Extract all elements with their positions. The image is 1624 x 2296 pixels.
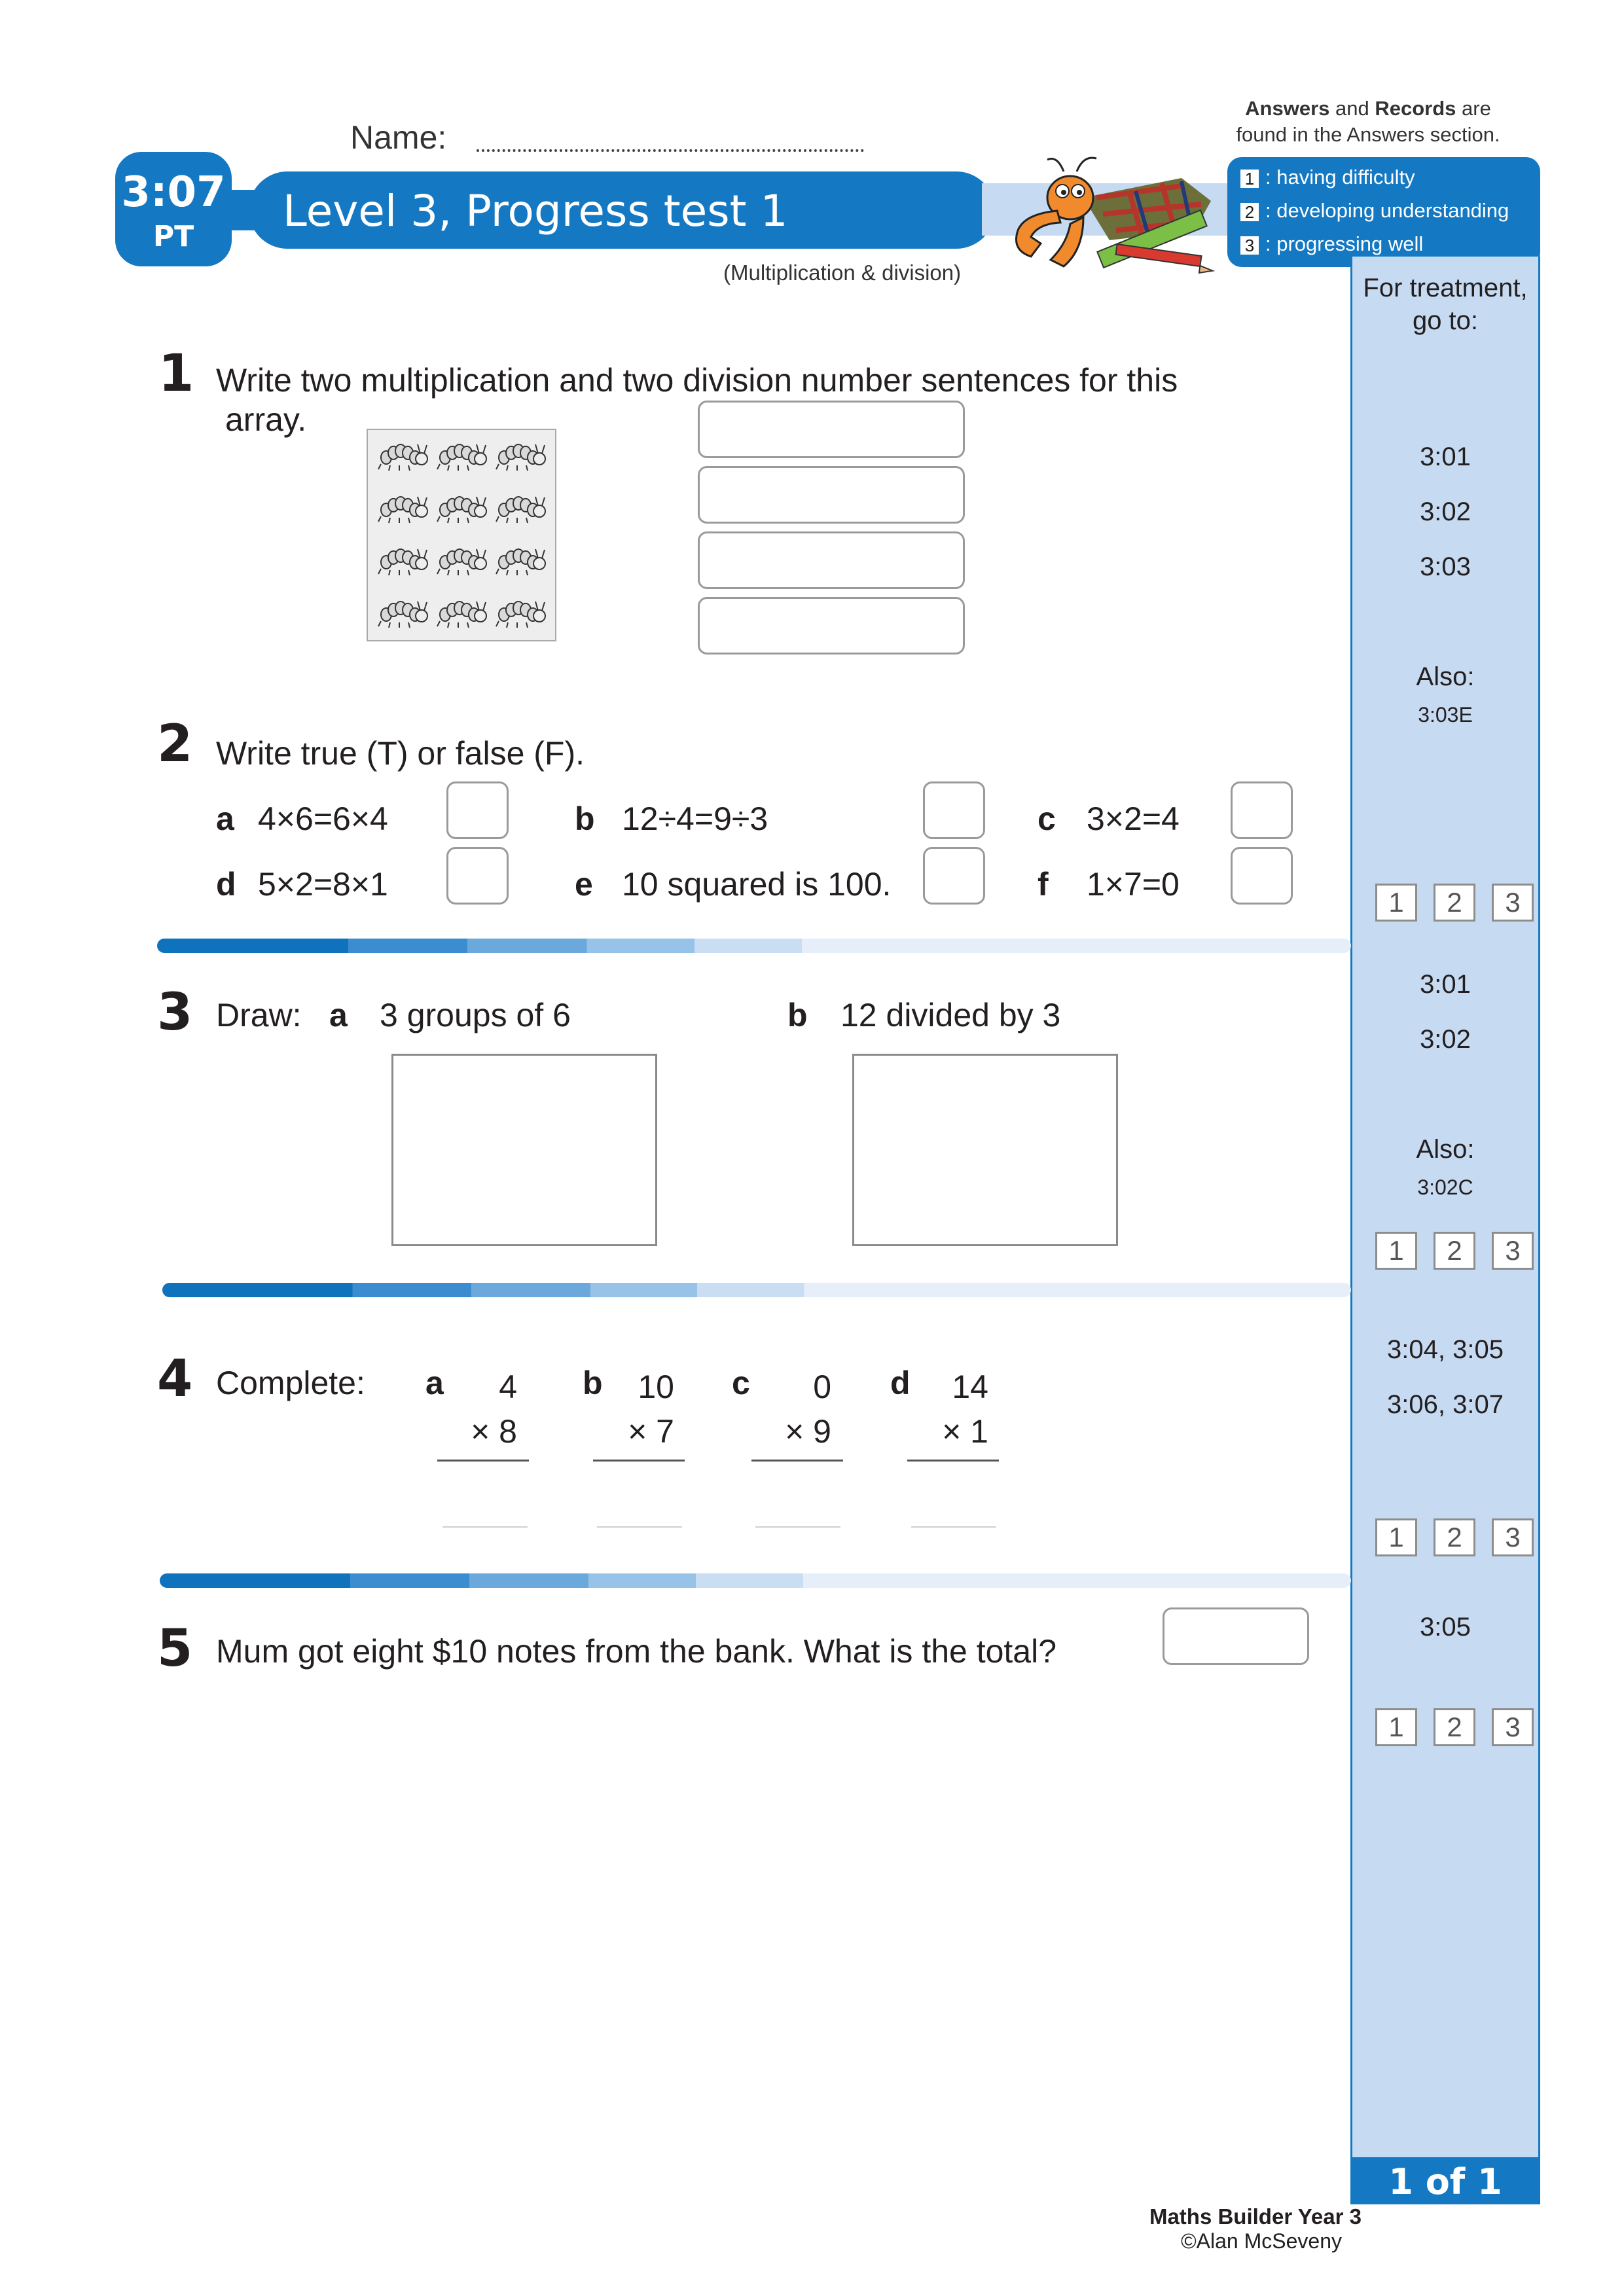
question-number-5: 5 [157, 1619, 193, 1678]
key-row-3 [1240, 232, 1423, 256]
sidebar-heading-2: go to: [1412, 306, 1479, 335]
q4-bottom-a: × 8 [471, 1413, 517, 1450]
q4-underline-b [593, 1460, 685, 1462]
rating-box-q4-2[interactable]: 2 [1434, 1518, 1475, 1556]
caterpillar-icon [496, 444, 545, 471]
q2-answer-box-a[interactable] [446, 781, 509, 839]
key-num: 1 [1240, 170, 1259, 188]
sidebar-heading-1: For treatment, [1363, 274, 1528, 302]
caterpillar-icon [437, 549, 486, 575]
section-divider-2 [162, 1283, 1351, 1297]
q3-letter-b: b [787, 997, 808, 1033]
q3-letter-a: a [329, 997, 348, 1033]
answers-note-line2: found in the Answers section. [1236, 123, 1500, 146]
key-row-1 [1240, 166, 1415, 189]
caterpillar-icon [378, 601, 427, 628]
q4-underline-d [907, 1460, 999, 1462]
q5-ref: 3:05 [1420, 1613, 1471, 1641]
q1-also-label: Also: [1416, 662, 1475, 691]
rating-box-q4-3[interactable]: 3 [1492, 1518, 1534, 1556]
q3-also-ref: 3:02C [1417, 1175, 1473, 1199]
answers-note [1198, 96, 1538, 148]
rating-box-q3-1[interactable]: 1 [1375, 1232, 1417, 1270]
q2-expr-f: 1×7=0 [1087, 866, 1180, 903]
q3-text-a: 3 groups of 6 [380, 997, 571, 1033]
caterpillar-icon [496, 549, 545, 575]
q4-bottom-b: × 7 [628, 1413, 674, 1450]
key-num: 2 [1240, 203, 1259, 221]
rating-box-q1-2-1[interactable]: 1 [1375, 884, 1417, 922]
q4-letter-b: b [583, 1365, 603, 1401]
question-number-4: 4 [157, 1350, 193, 1408]
crab-mascot-icon [985, 152, 1221, 283]
q2-letter-b: b [575, 800, 595, 837]
q3-drawing-box-b[interactable] [852, 1054, 1118, 1246]
question-number-2: 2 [157, 715, 193, 774]
q1-text-line2: array. [225, 401, 307, 438]
q4-letter-a: a [425, 1365, 444, 1401]
q4-top-c: 0 [813, 1369, 831, 1405]
page-title: Level 3, Progress test 1 [283, 186, 788, 236]
q2-letter-f: f [1038, 866, 1049, 903]
caterpillar-icon [496, 497, 545, 523]
page-number: 1 of 1 [1388, 2161, 1502, 2202]
q4-ref: 3:04, 3:05 [1387, 1335, 1504, 1364]
q4-underline-c [751, 1460, 843, 1462]
q2-text: Write true (T) or false (F). [216, 735, 585, 772]
q3-also-label: Also: [1416, 1135, 1475, 1164]
q4-answer-line-d[interactable] [911, 1526, 996, 1528]
q4-bottom-d: × 1 [942, 1413, 988, 1450]
key-label: : progressing well [1265, 232, 1424, 255]
key-label: : having difficulty [1265, 166, 1415, 188]
q4-letter-c: c [732, 1365, 750, 1401]
q4-answer-line-a[interactable] [442, 1526, 528, 1528]
rating-box-q3-3[interactable]: 3 [1492, 1232, 1534, 1270]
q4-top-a: 4 [499, 1369, 517, 1405]
rating-box-q1-2-3[interactable]: 3 [1492, 884, 1534, 922]
treatment-sidebar [1350, 257, 1540, 2200]
rating-box-q1-2-2[interactable]: 2 [1434, 884, 1475, 922]
caterpillar-array-icon [368, 430, 555, 640]
question-number-3: 3 [157, 983, 193, 1042]
section-divider-3 [160, 1573, 1351, 1588]
q2-answer-box-b[interactable] [923, 781, 985, 839]
caterpillar-array [367, 429, 556, 641]
q4-letter-d: d [890, 1365, 911, 1401]
key-row-2 [1240, 199, 1509, 223]
section-divider-1 [157, 939, 1351, 953]
q1-answer-box-2[interactable] [698, 466, 965, 524]
q2-answer-box-c[interactable] [1231, 781, 1293, 839]
question-number-1: 1 [158, 344, 194, 403]
and-word: and [1329, 97, 1375, 120]
q3-ref: 3:01 [1420, 970, 1471, 999]
q1-text-line1: Write two multiplication and two division number sentences for this [216, 362, 1178, 399]
q4-label: Complete: [216, 1365, 365, 1401]
q2-letter-e: e [575, 866, 593, 903]
rating-box-q4-1[interactable]: 1 [1375, 1518, 1417, 1556]
q4-ref: 3:06, 3:07 [1387, 1390, 1504, 1419]
page-subtitle: (Multiplication & division) [723, 260, 962, 285]
q1-ref: 3:03 [1420, 552, 1471, 581]
q2-answer-box-f[interactable] [1231, 847, 1293, 905]
q1-answer-box-4[interactable] [698, 597, 965, 655]
caterpillar-icon [378, 497, 427, 523]
key-label: : developing understanding [1265, 199, 1509, 222]
q3-label: Draw: [216, 997, 302, 1033]
footer-book: Maths Builder Year 3 [1149, 2204, 1362, 2229]
footer-copyright: ©Alan McSeveny [1181, 2229, 1342, 2253]
caterpillar-icon [437, 497, 486, 523]
q5-text: Mum got eight $10 notes from the bank. What is the total? [216, 1633, 1057, 1670]
records-word: Records [1375, 97, 1456, 120]
q2-answer-box-d[interactable] [446, 847, 509, 905]
name-label: Name: [350, 119, 447, 156]
q2-letter-c: c [1038, 800, 1056, 837]
q2-expr-d: 5×2=8×1 [258, 866, 388, 903]
q5-answer-box[interactable] [1163, 1607, 1309, 1665]
q4-answer-line-b[interactable] [597, 1526, 682, 1528]
q4-top-b: 10 [638, 1369, 674, 1405]
q2-expr-b: 12÷4=9÷3 [622, 800, 768, 837]
caterpillar-icon [437, 444, 486, 471]
q2-letter-d: d [216, 866, 236, 903]
q1-ref: 3:02 [1420, 497, 1471, 526]
rating-box-q5-3[interactable]: 3 [1492, 1708, 1534, 1746]
q4-top-d: 14 [952, 1369, 988, 1405]
q1-answer-box-1[interactable] [698, 401, 965, 458]
rating-box-q5-1[interactable]: 1 [1375, 1708, 1417, 1746]
q3-drawing-box-a[interactable] [391, 1054, 657, 1246]
rating-box-q3-2[interactable]: 2 [1434, 1232, 1475, 1270]
key-num: 3 [1240, 236, 1259, 255]
q2-letter-a: a [216, 800, 234, 837]
q4-bottom-c: × 9 [785, 1413, 831, 1450]
q3-text-b: 12 divided by 3 [840, 997, 1061, 1033]
q4-underline-a [437, 1460, 529, 1462]
q1-answer-box-3[interactable] [698, 531, 965, 589]
answers-word: Answers [1245, 97, 1330, 120]
code-sub: PT [153, 220, 194, 253]
caterpillar-icon [496, 601, 545, 628]
caterpillar-icon [378, 444, 427, 471]
q3-ref: 3:02 [1420, 1025, 1471, 1054]
name-field[interactable] [477, 149, 864, 152]
are-word: are [1456, 97, 1491, 120]
rating-box-q5-2[interactable]: 2 [1434, 1708, 1475, 1746]
q1-ref: 3:01 [1420, 442, 1471, 471]
q2-expr-c: 3×2=4 [1087, 800, 1180, 837]
q2-expr-e: 10 squared is 100. [622, 866, 892, 903]
q2-answer-box-e[interactable] [923, 847, 985, 905]
q1-also-ref: 3:03E [1418, 703, 1473, 726]
code-main: 3:07 [121, 168, 226, 217]
caterpillar-icon [437, 601, 486, 628]
q2-expr-a: 4×6=6×4 [258, 800, 388, 837]
q4-answer-line-c[interactable] [755, 1526, 840, 1528]
caterpillar-icon [378, 549, 427, 575]
